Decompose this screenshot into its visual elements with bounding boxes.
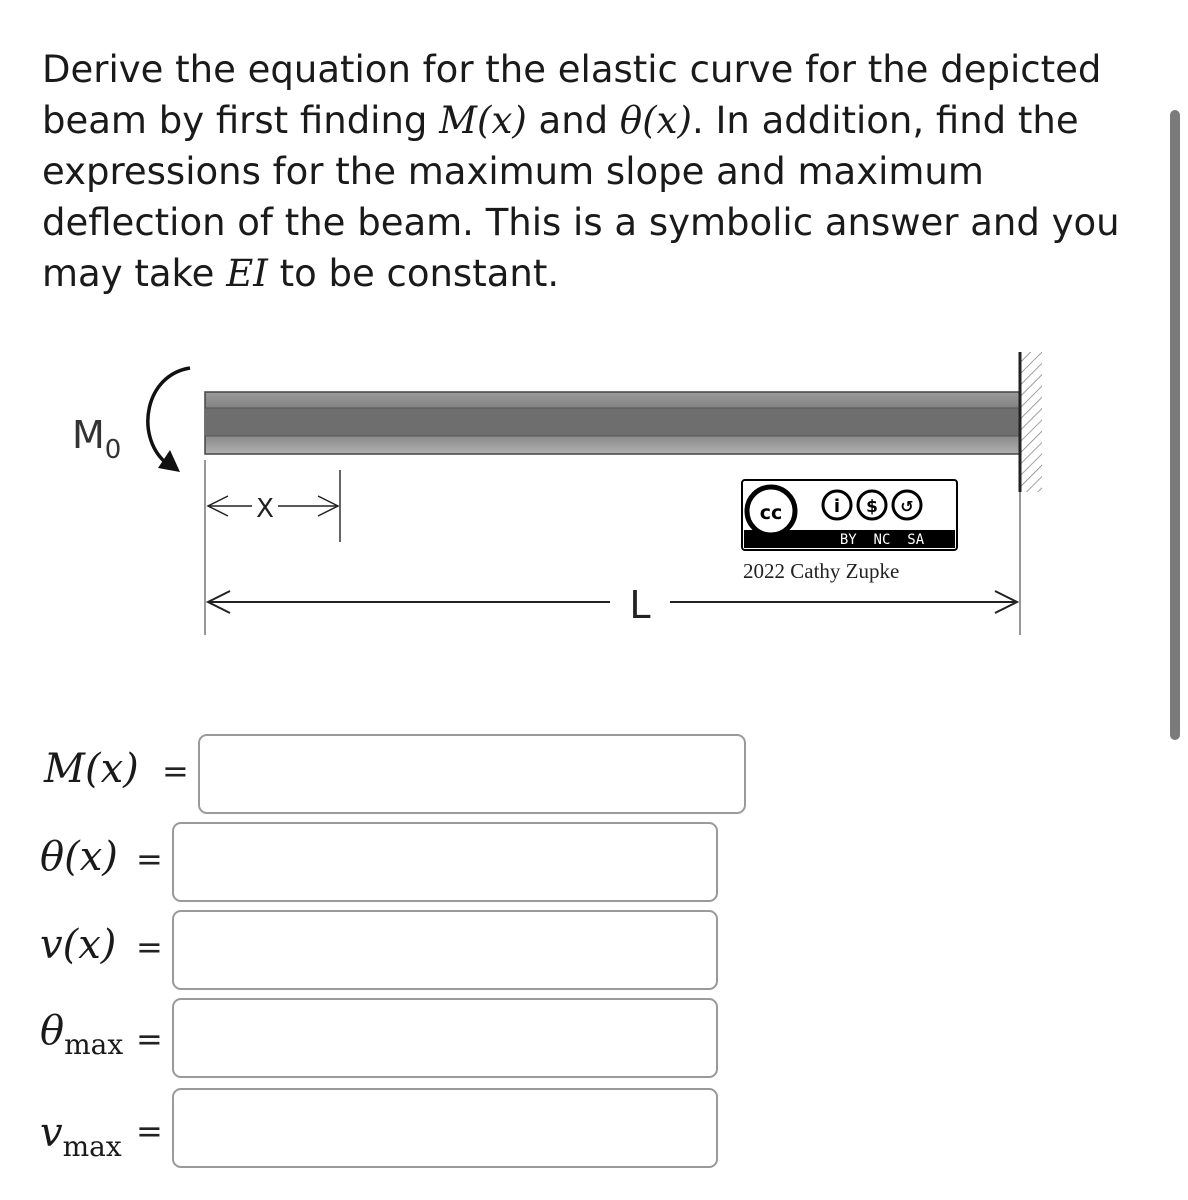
- moment-equals: =: [162, 752, 189, 790]
- slope-answer-input[interactable]: [172, 822, 718, 902]
- slope-equals: =: [136, 840, 163, 878]
- svg-text:$: $: [866, 497, 878, 517]
- max-slope-answer-label: $\theta_{max}$: [40, 1008, 124, 1061]
- svg-text:↺: ↺: [900, 497, 914, 516]
- flexural-rigidity: EI: [226, 252, 268, 295]
- license-text: BY NC SA: [839, 532, 925, 548]
- moment-function: M(x): [439, 99, 527, 142]
- cc-text: cc: [759, 502, 783, 524]
- max-deflection-equals: =: [136, 1112, 163, 1150]
- beam: [205, 392, 1020, 454]
- credit-text: 2022 Cathy Zupke: [743, 559, 900, 583]
- slope-answer-label: θ(x): [40, 834, 118, 880]
- max-deflection-answer-input[interactable]: [172, 1088, 718, 1168]
- deflection-equals: =: [136, 928, 163, 966]
- length-label: L: [629, 583, 651, 627]
- moment-label: $M_0$: [72, 413, 122, 465]
- beam-diagram: [0, 330, 1188, 660]
- problem-text-3: to be constant.: [267, 252, 560, 295]
- problem-text-and: and: [526, 99, 620, 142]
- x-label: X: [256, 494, 274, 524]
- moment-answer-input[interactable]: [198, 734, 746, 814]
- slope-function: θ(x): [619, 99, 692, 142]
- moment-answer-label: M(x): [44, 746, 139, 792]
- deflection-answer-label: v(x): [40, 922, 117, 968]
- max-deflection-answer-label: $v_{max}$: [40, 1110, 122, 1163]
- max-slope-equals: =: [136, 1020, 163, 1058]
- applied-moment-arrow: [148, 368, 190, 472]
- max-slope-answer-input[interactable]: [172, 998, 718, 1078]
- problem-statement: [42, 44, 1152, 299]
- fixed-support: [1020, 352, 1042, 492]
- problem-text-2: . In addition, find the expressions for the maximum slope and maximum deflection of the beam. This is a symbolic answer and you may take: [42, 99, 1120, 295]
- deflection-answer-input[interactable]: [172, 910, 718, 990]
- svg-text:i: i: [833, 496, 841, 517]
- x-dimension: [205, 460, 340, 635]
- problem-text-1: Derive the equation for the elastic curve for the depicted beam by first finding: [42, 48, 1102, 142]
